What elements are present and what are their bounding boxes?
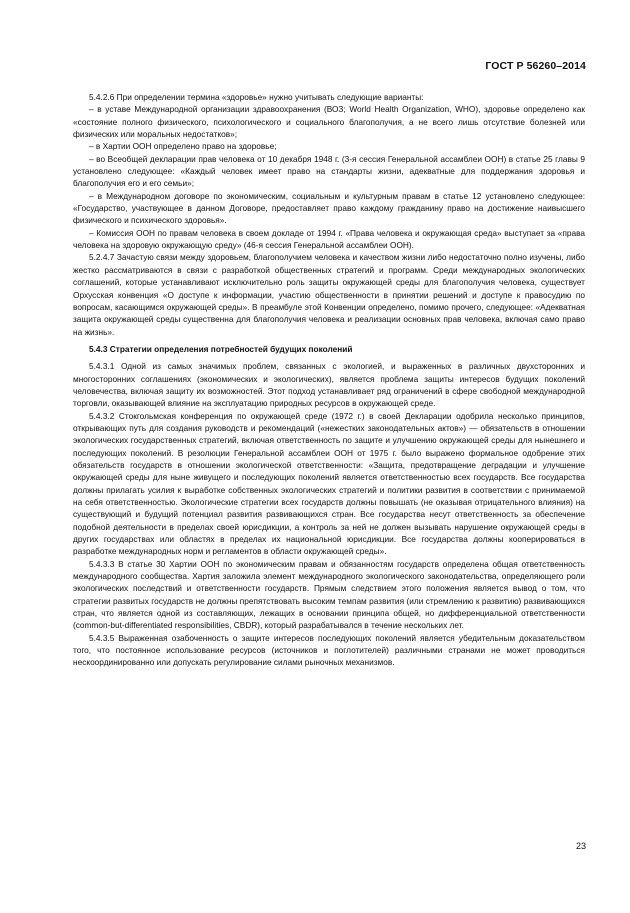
paragraph: – Комиссия ООН по правам человека в своем докладе от 1994 г. «Права человека и окружающая среда» выступает за «права человека на здоровую окружающую среду» (46-я сессия Генеральной ассамблеи ООН).	[73, 227, 585, 251]
paragraph: 5.4.3.1 Одной из самых значимых проблем, связанных с экологией, и выраженных в различных двухсторонних и многосторонних соглашениях (экономических и экологических), является проблема защиты интересов будущих поколений человечества, включая защиту их возможностей. Этот подход устанавливает ряд ограничений в сфере свободной международной торговли, оказывающей влияние на эксплуатацию природных ресурсов в окружающей среде.	[73, 361, 585, 409]
section-heading: 5.4.3 Стратегии определения потребностей будущих поколений	[89, 343, 353, 354]
page-number: 23	[575, 841, 586, 851]
paragraph: – в Хартии ООН определено право на здоровье;	[89, 141, 277, 152]
paragraph: – во Всеобщей декларации прав человека от 10 декабря 1948 г. (3-я сессия Генеральной ассамблеи ООН) в статье 25 главы 9 установлено следующее: «Каждый человек имеет право на стандарты жизни, адекватные для поддержания здоровья и благополучия его и его семьи»;	[73, 153, 585, 189]
paragraph: 5.4.3.5 Выраженная озабоченность о защите интересов последующих поколений является убедительным доказательством того, что постоянное использование ресурсов (источников и поглотителей) различными странами не может проводиться нескоординированно или допускать регулирование силами рыночных механизмов.	[73, 632, 585, 668]
paragraph: – в Международном договоре по экономическим, социальным и культурным правам в статье 12 установлено следующее: «Государство, участвующее в данном Договоре, предоставляет право каждому гражданину право на достижение наивысшего физического и психического здоровья».	[73, 190, 585, 226]
document-code-header: ГОСТ Р 56260–2014	[485, 60, 586, 72]
paragraph: 5.4.3.3 В статье 30 Хартии ООН по экономическим правам и обязанностям государств определена общая ответственность международного сообщества. Хартия заложила элемент международного экологического законодательства, определяющего роли экологических последствий и ответственности государств. Прямым следствием этого положения является вывод о том, что стратегии развитых государств не должны препятствовать высоким темпам развития (или стремлению к развитию) развивающихся стран, что является одной из составляющих, лежащих в основании принципа общей, но дифференциальной ответственности (common-but-differentiated responsibilities, CBDR), который разрабатывался в течение нескольких лет.	[73, 558, 585, 631]
paragraph: – в уставе Международной организации здравоохранения (ВОЗ; World Health Organization, WHO), здоровье определено как «состояние полного физического, психологического и социального благополучия, а не всего лишь отсутствие болезней или физических или моральных недостатков»;	[73, 104, 585, 140]
page-body	[73, 91, 585, 669]
paragraph: 5.4.2.6 При определении термина «здоровье» нужно учитывать следующие варианты:	[89, 92, 424, 102]
paragraph: 5.4.3.2 Стокгольмская конференция по окружающей среде (1972 г.) в своей Декларации одобрила несколько принципов, открывающих путь для создания руководств и рекомендаций («нежестких законодательных актов») — обязательств в отношении экологических государственных стратегий, включая ответственность по защите и улучшению окружающей среды для нынешнего и последующих поколений. В резолюции Генеральной ассамблеи ООН от 1975 г. было выражено формальное одобрение этих обязательств государств в отношении экологической ответственности: «Защита, предотвращение деградации и улучшение окружающей среды для ныне живущего и последующих поколений является ответственностью всех государств. Все государства должны прилагать усилия к выработке собственных экологических стратегий и политики развития в соответствии с принимаемой на себя ответственностью. Экологические стратегии всех государств должны повышать (не оказывая отрицательного влияния) на существующий и будущий потенциал развития развивающихся стран. Все государства несут ответственность за обеспечение подобной деятельности в пределах своей юрисдикции, а контроль за ней не должен вызывать нарушение окружающей среды в других государствах или областях в пределах их национальной юрисдикции. Все государства должны кооперироваться в разработке международных норм и регламентов в области окружающей среды».	[73, 410, 585, 557]
paragraph: 5.2.4.7 Зачастую связи между здоровьем, благополучием человека и качеством жизни либо недостаточно полно изучены, либо жестко рассматриваются в связи с разработкой общественных стратегий и программ. Среди международных экологических соглашений, которые устанавливают исключительно роль защиты окружающей среды для благополучия человека, существует Орхусская конвенция «О доступе к информации, участию общественности в принятии решений и доступе к правосудию по вопросам, касающимся окружающей среды». В преамбуле этой Конвенции определено, помимо прочего, следующее: «Адекватная защита окружающей среды существенна для благополучия человека и реализации основных прав человека, включая само право на жизнь».	[73, 252, 585, 337]
